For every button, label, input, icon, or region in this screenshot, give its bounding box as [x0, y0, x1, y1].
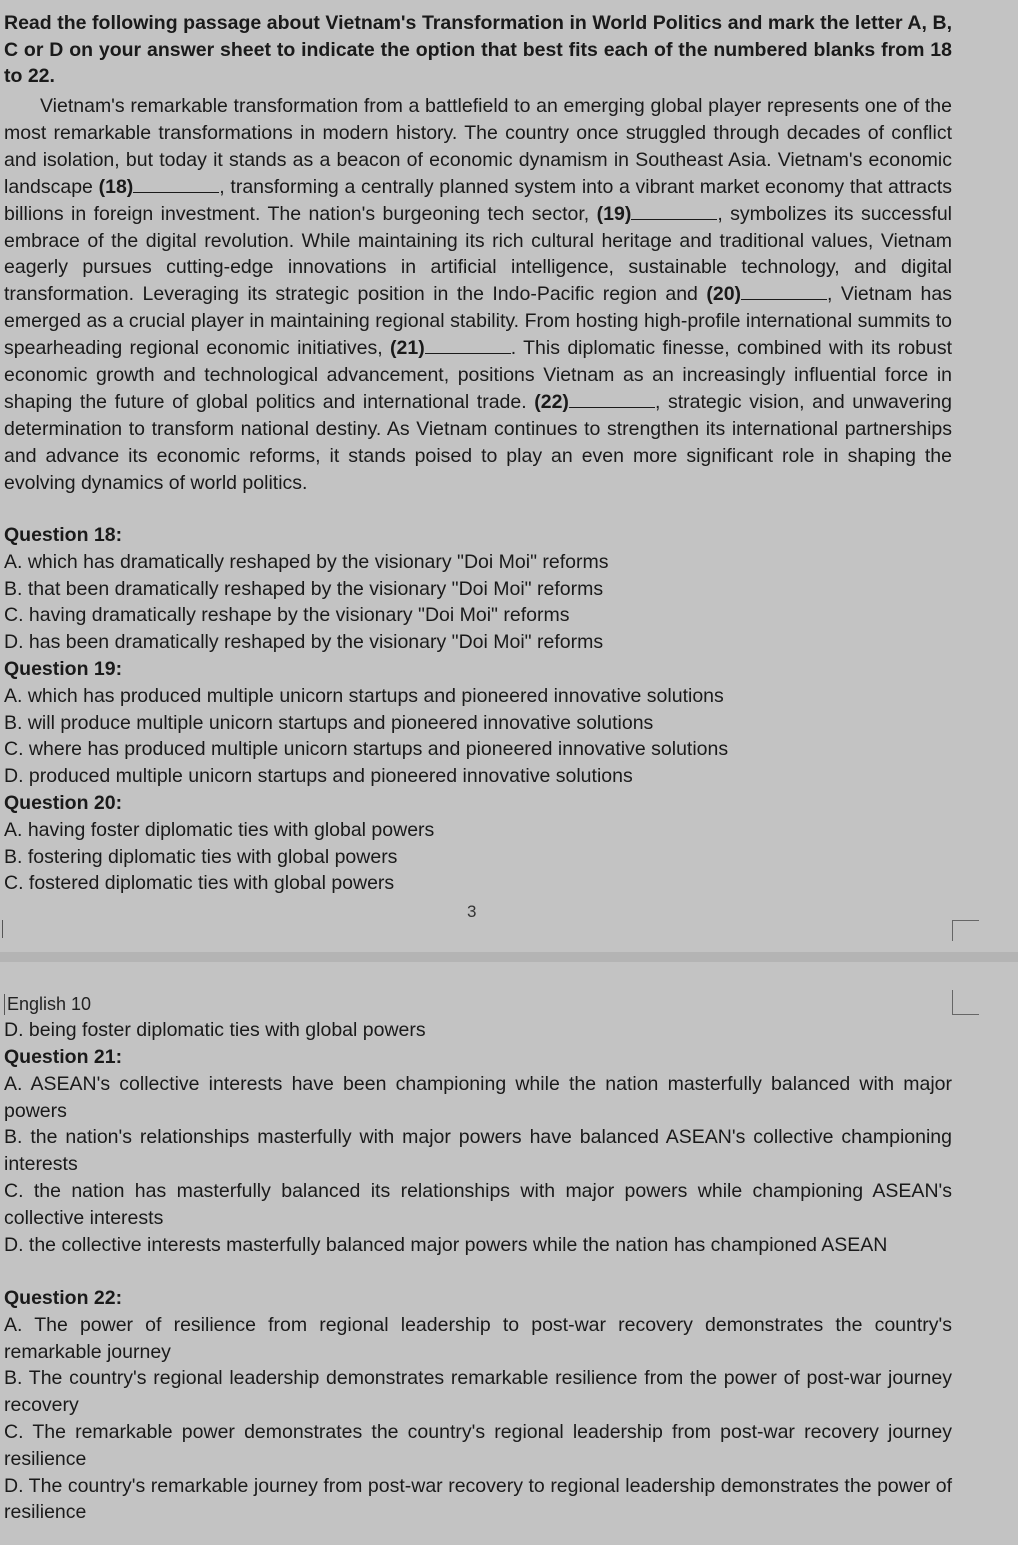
- passage-segment: , strategic vision, and unwavering determination to transform national destiny. As Vietnam continues to strengthen its international partnerships and advance its economic reforms, it stands poised to play an even more significant role in shaping the evolving dynamics of world politics.: [4, 390, 952, 494]
- option-c[interactable]: C. having dramatically reshape by the visionary "Doi Moi" reforms: [4, 604, 570, 627]
- option-c[interactable]: C. where has produced multiple unicorn startups and pioneered innovative solutions: [4, 738, 729, 761]
- question-title: Question 22:: [4, 1287, 123, 1309]
- blank-line: [569, 406, 655, 408]
- blank-18: (18): [98, 175, 134, 198]
- option-a[interactable]: A. which has dramatically reshaped by the visionary "Doi Moi" reforms: [4, 550, 609, 573]
- question-20-continued: [4, 1017, 952, 1044]
- option-b[interactable]: B. the nation's relationships masterfully with major powers have balanced ASEAN's collective championing interests: [4, 1126, 952, 1176]
- option-d[interactable]: D. produced multiple unicorn startups and pioneered innovative solutions: [4, 765, 633, 788]
- blank-21: (21): [390, 337, 425, 360]
- question-title: Question 19:: [4, 658, 123, 680]
- question-20: [4, 790, 952, 897]
- option-a[interactable]: A. having foster diplomatic ties with global powers: [4, 818, 435, 841]
- blank-line: [631, 218, 717, 220]
- crop-mark: [952, 990, 979, 1015]
- option-d[interactable]: D. The country's remarkable journey from post-war recovery to regional leadership demonstrates the power of resilience: [4, 1474, 952, 1524]
- blank-line: [133, 191, 219, 193]
- crop-mark: [2, 920, 3, 938]
- option-c[interactable]: C. the nation has masterfully balanced its relationships with major powers while championing ASEAN's collective interests: [4, 1179, 952, 1229]
- blank-20: (20): [706, 283, 742, 306]
- question-title: Question 20:: [4, 792, 123, 814]
- option-a[interactable]: A. ASEAN's collective interests have been championing while the nation masterfully balanced with major powers: [4, 1072, 952, 1122]
- page-gap: [0, 952, 1018, 962]
- blank-19: (19): [596, 202, 632, 225]
- passage-segment: , Vietnam has emerged as a crucial player in maintaining regional stability. From hosting high-profile international summits to spearheading regional economic initiatives,: [4, 283, 952, 360]
- blank-line: [741, 298, 827, 300]
- question-21: [4, 1044, 952, 1258]
- blank-line: [425, 352, 511, 354]
- question-22: [4, 1285, 952, 1526]
- reading-passage: [4, 93, 952, 497]
- option-a[interactable]: A. The power of resilience from regional leadership to post-war recovery demonstrates the country's remarkable journey: [4, 1313, 952, 1363]
- question-title: Question 18:: [4, 524, 123, 546]
- passage-segment: , symbolizes its successful embrace of the digital revolution. While maintaining its rich cultural heritage and traditional values, Vietnam eagerly pursues cutting-edge innovations in artificial intelligence, sustainable technology, and digital transformation. Leveraging its strategic position in the Indo-Pacific region and: [4, 202, 953, 306]
- crop-mark: [952, 920, 979, 941]
- option-d[interactable]: D. the collective interests masterfully balanced major powers while the nation has championed ASEAN: [4, 1233, 888, 1256]
- page-number: 3: [467, 902, 477, 921]
- question-18: [4, 522, 952, 656]
- blank-22: (22): [534, 390, 569, 413]
- question-19: [4, 656, 952, 790]
- option-d[interactable]: D. being foster diplomatic ties with global powers: [4, 1019, 426, 1041]
- passage-segment: . This diplomatic finesse, combined with its robust economic growth and technological advancement, positions Vietnam as an increasingly influential force in shaping the future of global politics and international trade.: [4, 337, 953, 413]
- option-b[interactable]: B. The country's regional leadership demonstrates remarkable resilience from the power of post-war journey recovery: [4, 1367, 952, 1417]
- passage-segment: , transforming a centrally planned system into a vibrant market economy that attracts billions in foreign investment. The nation's burgeoning tech sector,: [4, 175, 952, 225]
- option-a[interactable]: A. which has produced multiple unicorn startups and pioneered innovative solutions: [4, 684, 724, 707]
- option-c[interactable]: C. The remarkable power demonstrates the country's regional leadership from post-war recovery journey resilience: [4, 1420, 952, 1470]
- passage-segment: Vietnam's remarkable transformation from a battlefield to an emerging global player represents one of the most remarkable transformations in modern history. The country once struggled through decades of conflict and isolation, but today it stands as a beacon of economic dynamism in Southeast Asia. Vietnam's economic landscape: [4, 95, 952, 198]
- question-title: Question 21:: [4, 1046, 123, 1068]
- option-d[interactable]: D. has been dramatically reshaped by the visionary "Doi Moi" reforms: [4, 631, 604, 654]
- option-b[interactable]: B. fostering diplomatic ties with global powers: [4, 845, 398, 868]
- option-b[interactable]: B. that been dramatically reshaped by the visionary "Doi Moi" reforms: [4, 577, 604, 600]
- option-b[interactable]: B. will produce multiple unicorn startups and pioneered innovative solutions: [4, 711, 654, 734]
- page-header: English 10: [4, 994, 91, 1015]
- option-c[interactable]: C. fostered diplomatic ties with global powers: [4, 872, 395, 895]
- instruction-text: Read the following passage about Vietnam's Transformation in World Politics and mark the letter A, B, C or D on your answer sheet to indicate the option that best fits each of the numbered blanks from 18 to 22.: [4, 12, 952, 87]
